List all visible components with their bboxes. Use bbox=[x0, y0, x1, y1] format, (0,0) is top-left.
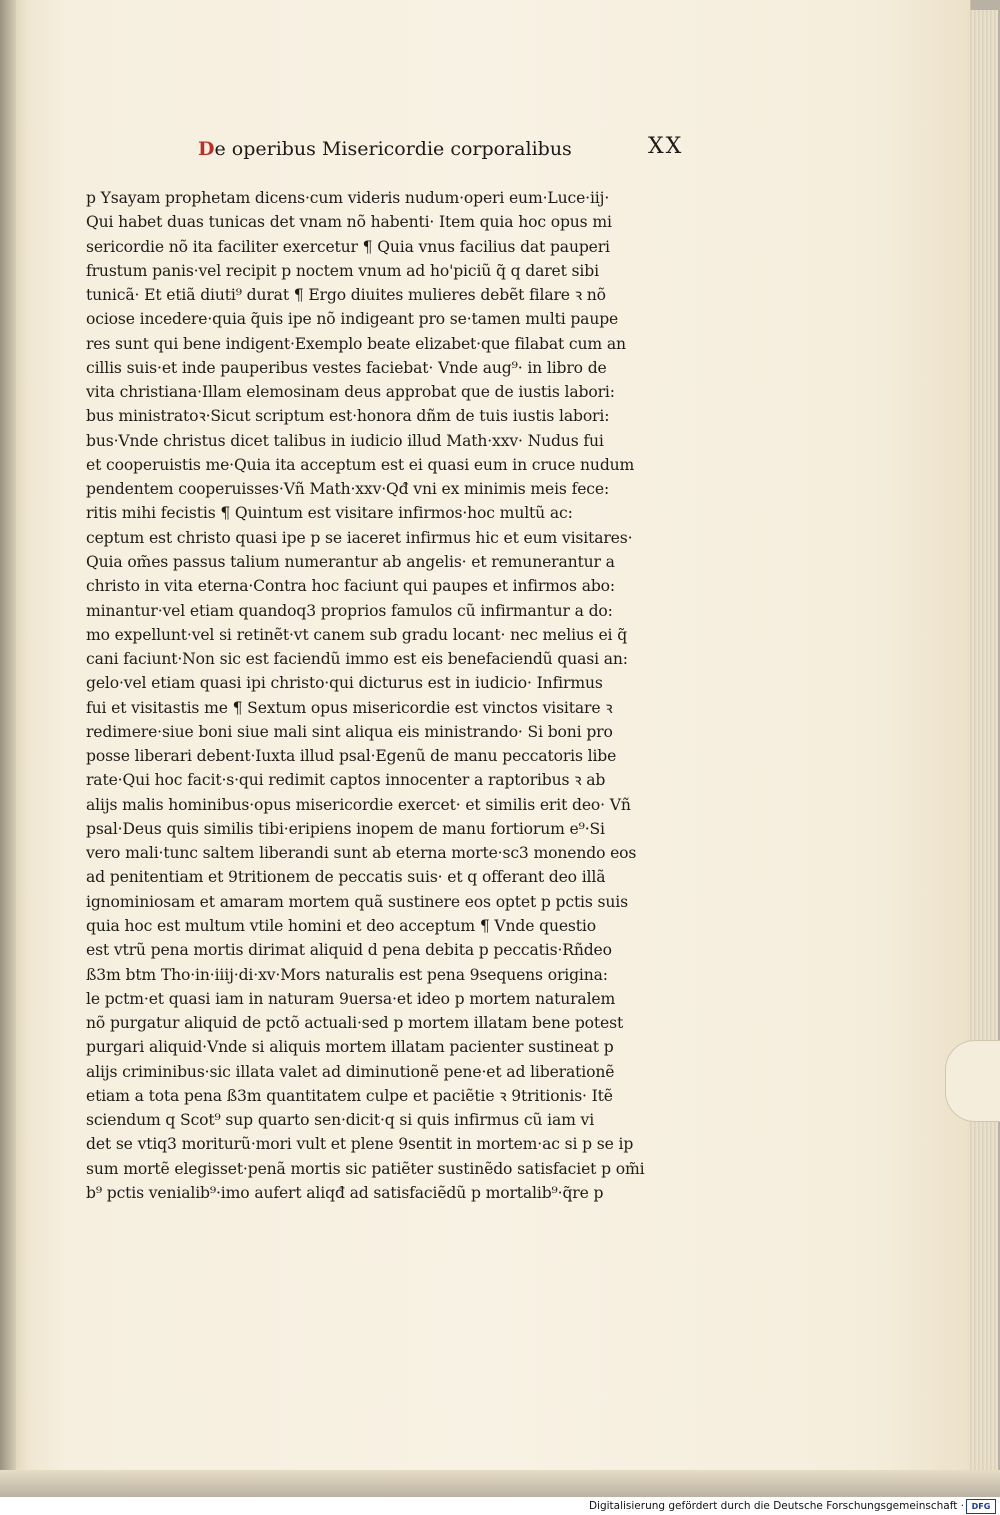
text-line: frustum panis·vel recipit p noctem vnum ad ho'piciũ q̃ q daret sibi bbox=[86, 261, 599, 280]
text-line: cani faciunt·Non sic est faciendũ immo est eis benefaciendũ quasi an: bbox=[86, 650, 628, 669]
text-line: vita christiana·Illam elemosinam deus approbat que de iustis labori: bbox=[86, 383, 615, 402]
text-line: p Ysayam prophetam dicens·cum videris nudum·operi eum·Luce·iij· bbox=[86, 189, 610, 207]
text-line: Qui habet duas tunicas det vnam nõ habenti· Item quia hoc opus mi bbox=[86, 213, 612, 232]
text-line: minantur·vel etiam quandoq3 proprios famulos cũ infirmantur a do: bbox=[86, 601, 613, 620]
text-line: purgari aliquid·Vnde si aliquis mortem illatam pacienter sustineat p bbox=[86, 1038, 614, 1057]
text-line: redimere·siue boni siue mali sint aliqua eis ministrando· Si boni pro bbox=[86, 722, 613, 741]
footer-credit: Digitalisierung gefördert durch die Deutsche Forschungsgemeinschaft · bbox=[588, 1500, 964, 1512]
dfg-logo: DFG bbox=[966, 1499, 996, 1514]
text-line: mo expellunt·vel si retinẽt·vt canem sub gradu locant· nec melius ei q̃ bbox=[86, 625, 628, 644]
text-line: sericordie nõ ita faciliter exercetur ¶ Quia vnus facilius dat pauperi bbox=[86, 237, 610, 256]
gutter-shadow bbox=[0, 0, 16, 1497]
text-line: det se vtiq3 moriturũ·mori vult et plene 9sentit in mortem·ac si p se ip bbox=[86, 1135, 634, 1154]
text-line: ritis mihi fecistis ¶ Quintum est visitare infirmos·hoc multũ ac: bbox=[86, 504, 573, 523]
text-line: rate·Qui hoc facit·s·qui redimit captos innocenter a raptoribus ꝛ ab bbox=[86, 771, 606, 790]
running-head-initial: D bbox=[198, 138, 215, 160]
text-line: posse liberari debent·Iuxta illud psal·Egenũ de manu peccatoris libe bbox=[86, 747, 617, 766]
text-line: christo in vita eterna·Contra hoc faciunt qui paupes et infirmos abo: bbox=[86, 577, 616, 596]
fore-edge-tab bbox=[945, 1040, 1000, 1122]
text-line: ociose incedere·quia q̃uis ipe nõ indigeant pro se·tamen multi paupe bbox=[86, 310, 619, 329]
text-line: est vtrũ pena mortis dirimat aliquid d pena debita p peccatis·Rñdeo bbox=[86, 941, 612, 960]
running-head bbox=[198, 138, 698, 168]
text-line: alijs malis hominibus·opus misericordie exercet· et similis erit deo· Vñ bbox=[86, 795, 631, 814]
text-column bbox=[86, 186, 711, 1205]
text-line: psal·Deus quis similis tibi·eripiens inopem de manu fortiorum e⁹·Si bbox=[86, 819, 605, 838]
text-line: sum mortẽ elegisset·penã mortis sic patiẽter sustinẽdo satisfaciet p om̃i bbox=[86, 1159, 645, 1178]
text-line: Quia om̃es passus talium numerantur ab angelis· et remunerantur a bbox=[86, 552, 615, 571]
page-bottom-edge bbox=[0, 1470, 1000, 1497]
running-head-text: e operibus Misericordie corporalibus bbox=[214, 138, 572, 160]
text-line: bus·Vnde christus dicet talibus in iudicio illud Math·xxv· Nudus fui bbox=[86, 431, 604, 450]
text-line: et cooperuistis me·Quia ita acceptum est ei quasi eum in cruce nudum bbox=[86, 455, 635, 474]
text-line: fui et visitastis me ¶ Sextum opus misericordie est vinctos visitare ꝛ bbox=[86, 698, 613, 717]
text-line: le pctm·et quasi iam in naturam 9uersa·et ideo p mortem naturalem bbox=[86, 989, 616, 1008]
page-fore-edge bbox=[968, 10, 998, 1490]
text-line: ad penitentiam et 9tritionem de peccatis suis· et q offerant deo illã bbox=[86, 868, 606, 887]
text-line: res sunt qui bene indigent·Exemplo beate elizabet·que filabat cum an bbox=[86, 334, 626, 353]
text-line: gelo·vel etiam quasi ipi christo·qui dicturus est in iudicio· Infirmus bbox=[86, 674, 603, 693]
text-line: pendentem cooperuisses·Vñ Math·xxv·Qđ vni ex minimis meis fece: bbox=[86, 480, 610, 499]
text-line: nõ purgatur aliquid de pctõ actuali·sed p mortem illatam bene potest bbox=[86, 1014, 624, 1033]
text-line: cillis suis·et inde pauperibus vestes faciebat· Vnde aug⁹· in libro de bbox=[86, 358, 607, 377]
text-line: vero mali·tunc saltem liberandi sunt ab eterna morte·sc3 monendo eos bbox=[86, 844, 637, 863]
text-line: ß3m btm Tho·in·iiij·di·xv·Mors naturalis est pena 9sequens origina: bbox=[86, 965, 608, 984]
text-line: sciendum q Scot⁹ sup quarto sen·dicit·q si quis infirmus cũ iam vi bbox=[86, 1111, 595, 1130]
text-line: etiam a tota pena ß3m quantitatem culpe et paciẽtie ꝛ 9tritionis· Itẽ bbox=[86, 1086, 613, 1105]
text-line: tunicã· Et etiã diuti⁹ durat ¶ Ergo diuites mulieres debẽt filare ꝛ nõ bbox=[86, 286, 606, 305]
text-line: ceptum est christo quasi ipe p se iaceret infirmus hic et eum visitares· bbox=[86, 528, 633, 547]
text-line: quia hoc est multum vtile homini et deo acceptum ¶ Vnde questio bbox=[86, 916, 596, 935]
text-line: b⁹ pctis venialib⁹·imo aufert aliqđ ad satisfaciẽdũ p mortalib⁹·q̃re p bbox=[86, 1183, 604, 1202]
text-line: ignominiosam et amaram mortem quã sustinere eos optet p pctis suis bbox=[86, 892, 628, 911]
text-line: alijs criminibus·sic illata valet ad diminutionẽ pene·et ad liberationẽ bbox=[86, 1062, 615, 1081]
text-line: bus ministratoꝛ·Sicut scriptum est·honora dñm de tuis iustis labori: bbox=[86, 407, 610, 426]
folio-number: XX bbox=[648, 134, 684, 159]
